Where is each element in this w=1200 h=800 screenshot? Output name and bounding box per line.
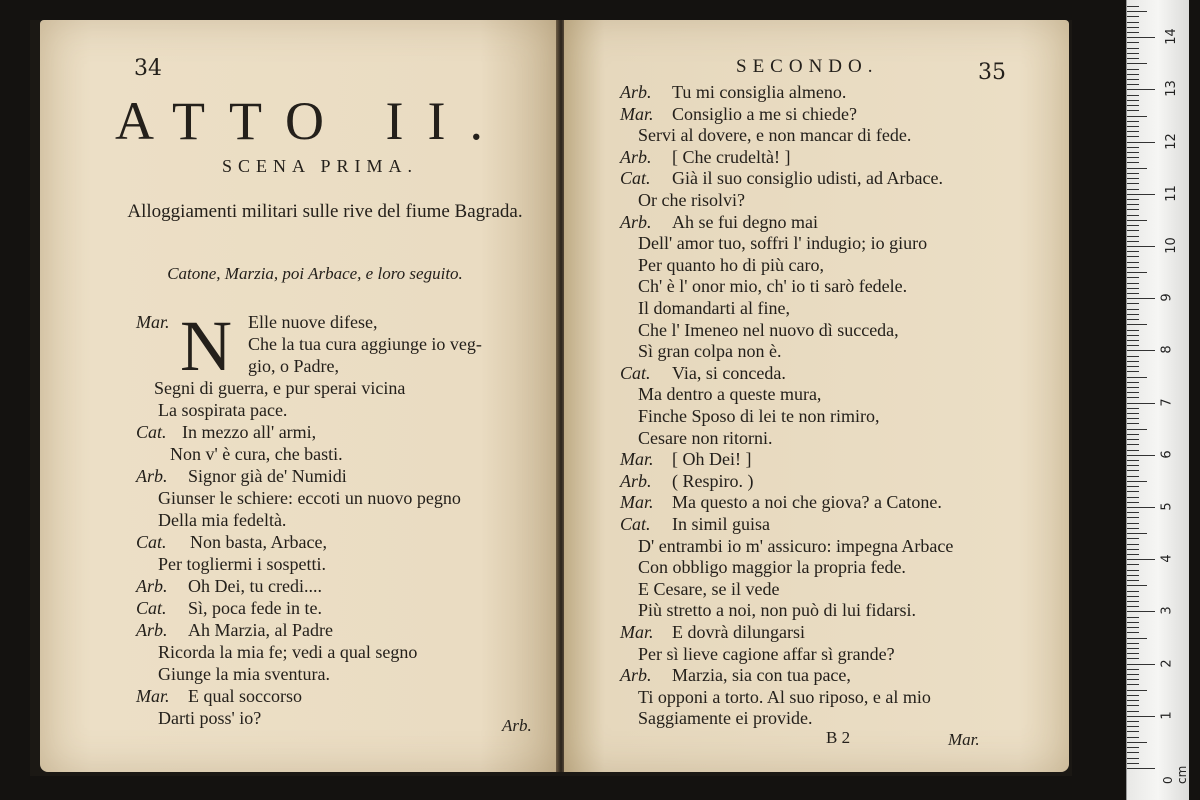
ruler-tick (1127, 230, 1139, 231)
speaker-label: Cat. (620, 514, 651, 534)
ruler-number: 10 (1163, 237, 1179, 254)
ruler-tick (1127, 121, 1139, 122)
line-text: E dovrà dilungarsi (672, 622, 805, 642)
line-text: Per togliermi i sospetti. (158, 554, 326, 574)
line-text: Il domandarti al fine, (638, 298, 790, 318)
speaker-label: Mar. (620, 103, 654, 124)
line-text: E Cesare, se il vede (638, 578, 780, 599)
line-text: Servi al dovere, e non mancar di fede. (638, 125, 912, 146)
ruler-tick (1127, 528, 1139, 529)
right-page (564, 20, 1069, 772)
line-text: Con obbligo maggior la propria fede. (638, 557, 906, 578)
ruler-tick (1127, 491, 1139, 492)
ruler-tick (1127, 267, 1139, 268)
ruler-tick (1127, 585, 1147, 586)
ruler-number: 2 (1159, 658, 1175, 668)
ruler-tick (1127, 450, 1139, 451)
ruler-tick (1127, 215, 1139, 216)
line-text: Ma dentro a queste mura, (638, 384, 822, 405)
line-text: Già il suo consiglio udisti, ad Arbace. (672, 168, 943, 189)
ruler-tick (1127, 251, 1139, 252)
ruler-tick (1127, 664, 1155, 665)
ruler-tick (1127, 497, 1139, 498)
ruler-tick (1127, 564, 1139, 565)
ruler-tick (1127, 32, 1139, 33)
speaker-label: Arb. (620, 470, 652, 491)
line-text: Darti poss' io? (158, 708, 262, 728)
ruler-tick (1127, 183, 1139, 184)
ruler-tick (1127, 298, 1155, 299)
ruler-tick (1127, 700, 1139, 701)
speaker-label: Arb. (136, 620, 168, 640)
line-text: ( Respiro. ) (672, 470, 754, 491)
open-book (30, 20, 1072, 776)
speaker-label: Cat. (136, 422, 167, 442)
ruler-tick (1127, 136, 1139, 137)
ruler-tick (1127, 16, 1139, 17)
ruler-tick (1127, 272, 1147, 273)
line-text: Giunser le schiere: eccoti un nuovo pegno (158, 488, 461, 508)
line-text: Or che risolvi? (638, 190, 745, 210)
ruler-tick (1127, 345, 1139, 346)
page-number-left: 34 (134, 56, 162, 81)
ruler-tick (1127, 22, 1139, 23)
ruler-tick (1127, 502, 1139, 503)
ruler-tick (1127, 131, 1139, 132)
running-header: SECONDO. (736, 56, 879, 77)
ruler-tick (1127, 157, 1139, 158)
ruler-tick (1127, 559, 1155, 560)
ruler-tick (1127, 6, 1139, 7)
scene-setting: Alloggiamenti militari sulle rive del fiume Bagrada. (127, 201, 523, 222)
ruler-tick (1127, 335, 1139, 336)
ruler-tick (1127, 283, 1139, 284)
drop-cap: N (180, 306, 232, 386)
ruler-tick (1127, 397, 1139, 398)
ruler-tick (1127, 377, 1147, 378)
ruler-tick (1127, 37, 1155, 38)
ruler-tick (1127, 382, 1139, 383)
speaker-label: Arb. (620, 211, 652, 232)
line-text: [ Che crudeltà! ] (672, 146, 791, 167)
ruler-tick (1127, 731, 1139, 732)
line-text: Via, si conceda. (672, 362, 786, 383)
ruler-tick (1127, 632, 1139, 633)
ruler-tick (1127, 611, 1155, 612)
ruler-tick (1127, 517, 1139, 518)
left-page (40, 20, 558, 772)
ruler-tick (1127, 371, 1139, 372)
ruler-tick (1127, 544, 1139, 545)
ruler-tick (1127, 726, 1139, 727)
ruler-tick (1127, 74, 1139, 75)
line-text: Ricorda la mia fe; vedi a qual segno (158, 642, 418, 662)
ruler-tick (1127, 277, 1139, 278)
ruler-tick (1127, 523, 1139, 524)
ruler-tick (1127, 194, 1155, 195)
ruler-tick (1127, 658, 1139, 659)
ruler-tick (1127, 617, 1139, 618)
ruler-tick (1127, 11, 1147, 12)
ruler-number: 3 (1159, 606, 1175, 616)
line-text: La sospirata pace. (158, 400, 288, 420)
line-text: Che la tua cura aggiunge io veg- (248, 334, 482, 354)
ruler-tick (1127, 752, 1139, 753)
scene-heading: SCENA PRIMA. (221, 156, 419, 176)
line-text: gio, o Padre, (248, 356, 339, 376)
ruler-tick (1127, 460, 1139, 461)
ruler-tick (1127, 622, 1139, 623)
line-text: Cesare non ritorni. (638, 427, 773, 448)
ruler-tick (1127, 549, 1139, 550)
ruler-tick (1127, 679, 1139, 680)
line-text: Ch' è l' onor mio, ch' io ti sarò fedele. (638, 276, 908, 297)
ruler-tick (1127, 173, 1139, 174)
ruler-tick (1127, 84, 1139, 85)
ruler-tick (1127, 168, 1147, 169)
ruler-number: 13 (1163, 80, 1179, 98)
ruler-number: 9 (1159, 293, 1175, 302)
speaker-label: Mar. (620, 492, 654, 513)
ruler-number: 11 (1163, 185, 1179, 202)
ruler-tick (1127, 256, 1139, 257)
ruler-tick (1127, 669, 1139, 670)
line-text: Tu mi consiglia almeno. (672, 82, 847, 102)
ruler-number: 5 (1159, 502, 1175, 511)
line-text: Finche Sposo di lei te non rimiro, (638, 406, 880, 426)
speaker-label: Mar. (136, 312, 170, 332)
ruler-tick (1127, 189, 1139, 190)
ruler-tick (1127, 220, 1147, 221)
ruler-tick (1127, 653, 1139, 654)
ruler-tick (1127, 361, 1139, 362)
ruler-tick (1127, 303, 1139, 304)
speaker-label: Cat. (620, 168, 651, 189)
ruler-tick (1127, 570, 1139, 571)
ruler-tick (1127, 429, 1147, 430)
ruler-tick (1127, 324, 1147, 325)
ruler-tick (1127, 674, 1139, 675)
ruler-number: 14 (1163, 28, 1179, 45)
ruler-number: 8 (1159, 345, 1175, 355)
line-text: Elle nuove difese, (248, 312, 378, 332)
speaker-label: Cat. (136, 532, 167, 552)
line-text: [ Oh Dei! ] (672, 449, 752, 470)
speaker-label: Mar. (136, 686, 170, 706)
ruler-tick (1127, 100, 1139, 101)
ruler-tick (1127, 288, 1139, 289)
ruler-tick (1127, 606, 1139, 607)
ruler-tick (1127, 236, 1139, 237)
ruler-tick (1127, 486, 1139, 487)
line-text: Ti opponi a torto. Al suo riposo, e al mio (638, 686, 931, 707)
ruler-tick (1127, 758, 1139, 759)
ruler-tick (1127, 105, 1139, 106)
ruler-tick (1127, 591, 1139, 592)
line-text: Sì gran colpa non è. (638, 341, 782, 362)
line-text: Per quanto ho di più caro, (638, 254, 824, 275)
ruler-tick (1127, 648, 1139, 649)
ruler-number: 6 (1159, 450, 1175, 459)
ruler-tick (1127, 95, 1139, 96)
ruler-tick (1127, 455, 1155, 456)
line-text: Consiglio a me si chiede? (672, 103, 857, 124)
ruler-tick (1127, 42, 1139, 43)
ruler-tick (1127, 601, 1139, 602)
speaker-label: Mar. (620, 449, 654, 470)
ruler-tick (1127, 716, 1155, 717)
ruler-tick (1127, 418, 1139, 419)
speaker-label: Arb. (620, 146, 652, 167)
ruler-tick (1127, 241, 1139, 242)
ruler-number: 12 (1163, 132, 1179, 150)
ruler-tick (1127, 742, 1147, 743)
ruler-tick (1127, 465, 1139, 466)
line-text: Ah se fui degno mai (672, 211, 818, 232)
ruler-tick (1127, 58, 1139, 59)
line-text: Signor già de' Numidi (188, 466, 347, 486)
line-text: In mezzo all' armi, (182, 422, 317, 442)
line-text: Non v' è cura, che basti. (170, 444, 343, 464)
line-text: Oh Dei, tu credi.... (188, 576, 322, 596)
ruler-tick (1127, 162, 1139, 163)
ruler-tick (1127, 366, 1139, 367)
line-text: Giunge la mia sventura. (158, 664, 330, 684)
ruler-tick (1127, 413, 1139, 414)
ruler-tick (1127, 554, 1139, 555)
ruler-tick (1127, 737, 1139, 738)
ruler-tick (1127, 340, 1139, 341)
ruler-tick (1127, 512, 1139, 513)
speaker-label: Arb. (620, 665, 652, 686)
signature-mark: B 2 (826, 728, 851, 747)
ruler-tick (1127, 533, 1147, 534)
line-text: Più stretto a noi, non può di lui fidarsi. (638, 600, 916, 621)
line-text: Saggiamente ei provide. (638, 708, 813, 729)
ruler-tick (1127, 387, 1139, 388)
ruler-tick (1127, 721, 1139, 722)
line-text: Non basta, Arbace, (190, 532, 327, 552)
ruler-tick (1127, 330, 1139, 331)
ruler-tick (1127, 627, 1139, 628)
ruler-tick (1127, 763, 1139, 764)
ruler-tick (1127, 319, 1139, 320)
ruler-tick (1127, 116, 1147, 117)
ruler-tick (1127, 152, 1139, 153)
ruler-tick (1127, 434, 1139, 435)
ruler-tick (1127, 439, 1139, 440)
page-number-right: 35 (978, 60, 1006, 85)
ruler-tick (1127, 356, 1139, 357)
line-text: Marzia, sia con tua pace, (672, 665, 851, 686)
ruler-tick (1127, 262, 1139, 263)
ruler-tick (1127, 684, 1139, 685)
measuring-ruler (1126, 0, 1189, 800)
speaker-label: Arb. (620, 82, 652, 102)
line-text: In simil guisa (672, 514, 770, 534)
ruler-tick (1127, 408, 1139, 409)
ruler-tick (1127, 126, 1139, 127)
speaker-label: Mar. (620, 622, 654, 642)
ruler-tick (1127, 204, 1139, 205)
ruler-tick (1127, 580, 1139, 581)
ruler-tick (1127, 476, 1139, 477)
line-text: Ah Marzia, al Padre (188, 620, 333, 640)
line-text: Dell' amor tuo, soffri l' indugio; io giuro (638, 233, 928, 254)
ruler-tick (1127, 481, 1147, 482)
ruler-tick (1127, 403, 1155, 404)
ruler-tick (1127, 209, 1139, 210)
ruler-tick (1127, 48, 1139, 49)
ruler-tick (1127, 178, 1139, 179)
ruler-tick (1127, 69, 1139, 70)
ruler-tick (1127, 110, 1139, 111)
ruler-number: 4 (1159, 554, 1175, 563)
speaker-label: Cat. (620, 362, 651, 383)
characters-line: Catone, Marzia, poi Arbace, e loro seguito. (167, 264, 463, 283)
ruler-tick (1127, 507, 1155, 508)
ruler-tick (1127, 392, 1139, 393)
ruler-tick (1127, 768, 1155, 769)
ruler-tick (1127, 225, 1139, 226)
ruler-unit-label: 0 cm (1161, 765, 1189, 784)
ruler-tick (1127, 246, 1155, 247)
ruler-tick (1127, 638, 1147, 639)
ruler-tick (1127, 53, 1139, 54)
ruler-number: 1 (1159, 711, 1175, 720)
line-text: Ma questo a noi che giova? a Catone. (672, 492, 942, 513)
ruler-tick (1127, 470, 1139, 471)
catchword-right: Mar. (948, 730, 980, 749)
ruler-tick (1127, 705, 1139, 706)
line-text: Della mia fedeltà. (158, 510, 287, 530)
ruler-tick (1127, 199, 1139, 200)
ruler-tick (1127, 423, 1139, 424)
ruler-tick (1127, 711, 1139, 712)
catchword-left: Arb. (502, 716, 532, 735)
ruler-tick (1127, 79, 1139, 80)
ruler-tick (1127, 747, 1139, 748)
ruler-tick (1127, 538, 1139, 539)
line-text: Sì, poca fede in te. (188, 598, 322, 618)
speaker-label: Arb. (136, 466, 168, 486)
ruler-number: 7 (1159, 397, 1175, 407)
ruler-tick (1127, 444, 1139, 445)
line-text: Segni di guerra, e pur sperai vicina (154, 378, 406, 398)
ruler-tick (1127, 350, 1155, 351)
ruler-tick (1127, 643, 1139, 644)
speaker-label: Arb. (136, 576, 168, 596)
line-text: Per sì lieve cagione affar sì grande? (638, 643, 895, 664)
ruler-tick (1127, 695, 1139, 696)
ruler-tick (1127, 89, 1155, 90)
ruler-tick (1127, 63, 1147, 64)
line-text: D' entrambi io m' assicuro: impegna Arbace (638, 535, 954, 556)
ruler-tick (1127, 142, 1155, 143)
line-text: Che l' Imeneo nel nuovo dì succeda, (638, 319, 899, 340)
speaker-label: Cat. (136, 598, 167, 618)
ruler-tick (1127, 147, 1139, 148)
ruler-tick (1127, 690, 1147, 691)
ruler-tick (1127, 596, 1139, 597)
ruler-tick (1127, 309, 1139, 310)
ruler-tick (1127, 575, 1139, 576)
ruler-tick (1127, 27, 1139, 28)
act-title: ATTO II. (115, 91, 507, 151)
ruler-tick (1127, 293, 1139, 294)
ruler-tick (1127, 314, 1139, 315)
line-text: E qual soccorso (188, 686, 302, 706)
